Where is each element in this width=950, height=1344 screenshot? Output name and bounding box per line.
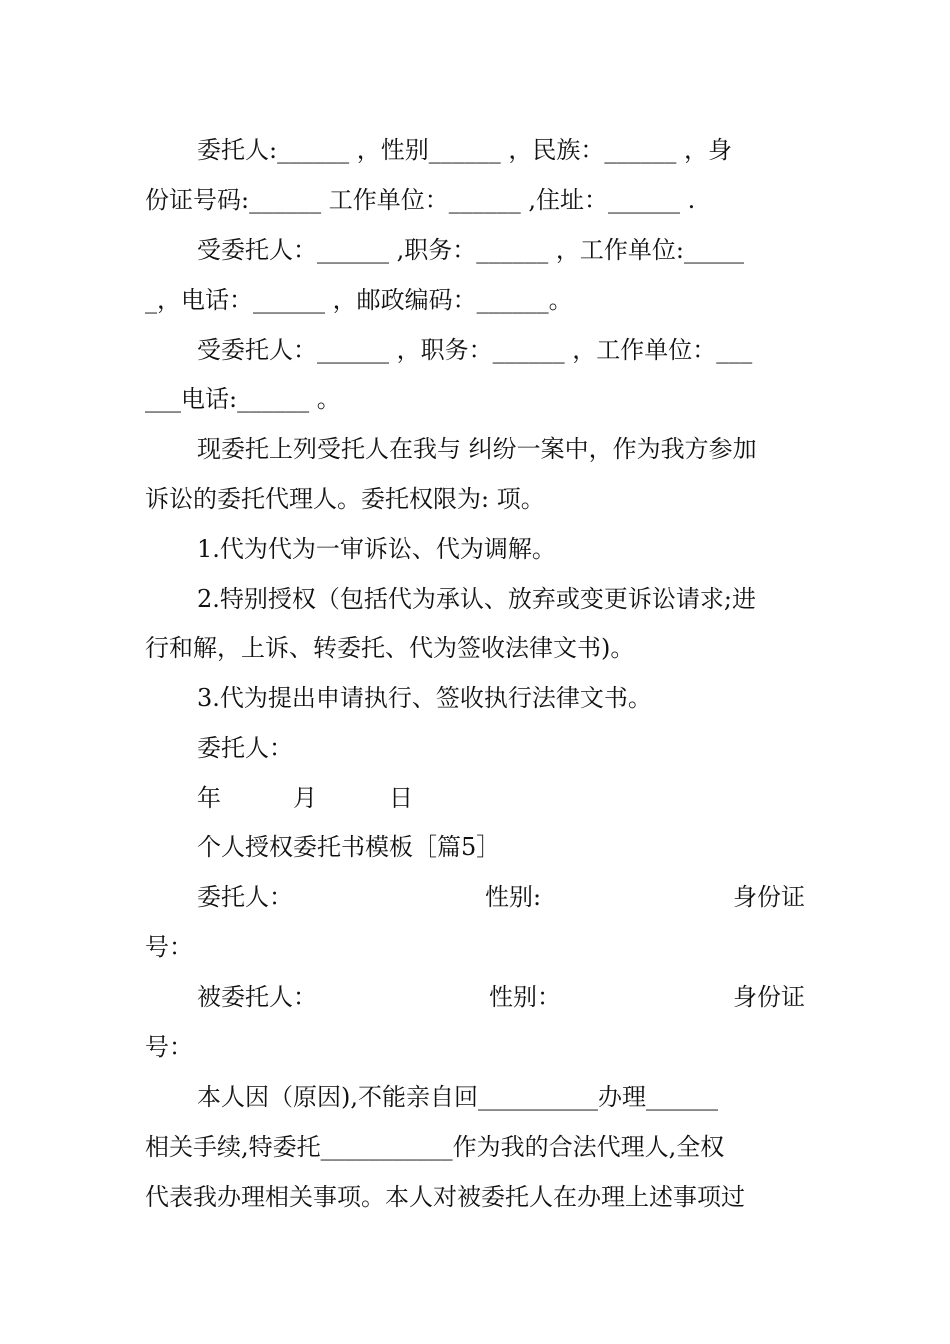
authority-item-2: 2.特别授权（包括代为承认、放弃或变更诉讼请求;进 [197, 585, 756, 613]
section-heading: 个人授权委托书模板［篇5］ [197, 833, 501, 861]
authority-item-1: 1.代为代为一审诉讼、代为调解。 [197, 535, 556, 563]
agent-1-info-line-cont: _，电话：______ ，邮政编码：______。 [145, 286, 573, 314]
agent-2-info-line-cont: ___电话:______ 。 [145, 385, 341, 413]
agent-gender-label: 性别： [489, 983, 561, 1011]
principal-label: 委托人： [197, 883, 293, 911]
agent-label: 被委托人： [197, 983, 317, 1011]
principal-info-line: 委托人:______ ，性别______ ，民族：______ ，身 [197, 136, 732, 164]
agent-row [197, 980, 805, 1014]
statement-paragraph-cont-2: 代表我办理相关事项。本人对被委托人在办理上述事项过 [145, 1183, 745, 1211]
agent-2-info-line: 受委托人：______ ，职务：______ ，工作单位：___ [197, 336, 753, 364]
principal-gender-label: 性别: [484, 883, 542, 911]
principal-signature-label: 委托人： [197, 734, 293, 762]
statement-paragraph-cont-1: 相关手续,特委托___________作为我的合法代理人,全权 [145, 1133, 725, 1161]
principal-row [197, 880, 805, 914]
principal-id-label: 身份证 [733, 883, 805, 911]
authorization-paragraph-cont: 诉讼的委托代理人。委托权限为: 项。 [145, 485, 545, 513]
authorization-paragraph: 现委托上列受托人在我与 纠纷一案中，作为我方参加 [197, 435, 757, 463]
agent-id-label: 身份证 [733, 983, 805, 1011]
statement-paragraph: 本人因（原因),不能亲自回__________办理______ [197, 1083, 718, 1111]
date-line: 年 月 日 [197, 784, 413, 812]
agent-1-info-line: 受委托人：______ ,职务：______ ，工作单位:_____ [197, 236, 744, 264]
agent-id-label-cont: 号： [145, 1033, 193, 1061]
principal-id-label-cont: 号： [145, 933, 193, 961]
authority-item-3: 3.代为提出申请执行、签收执行法律文书。 [197, 684, 652, 712]
principal-info-line-cont: 份证号码:______ 工作单位：______ ,住址：______ . [145, 186, 696, 214]
authority-item-2-cont: 行和解，上诉、转委托、代为签收法律文书)。 [145, 634, 635, 662]
